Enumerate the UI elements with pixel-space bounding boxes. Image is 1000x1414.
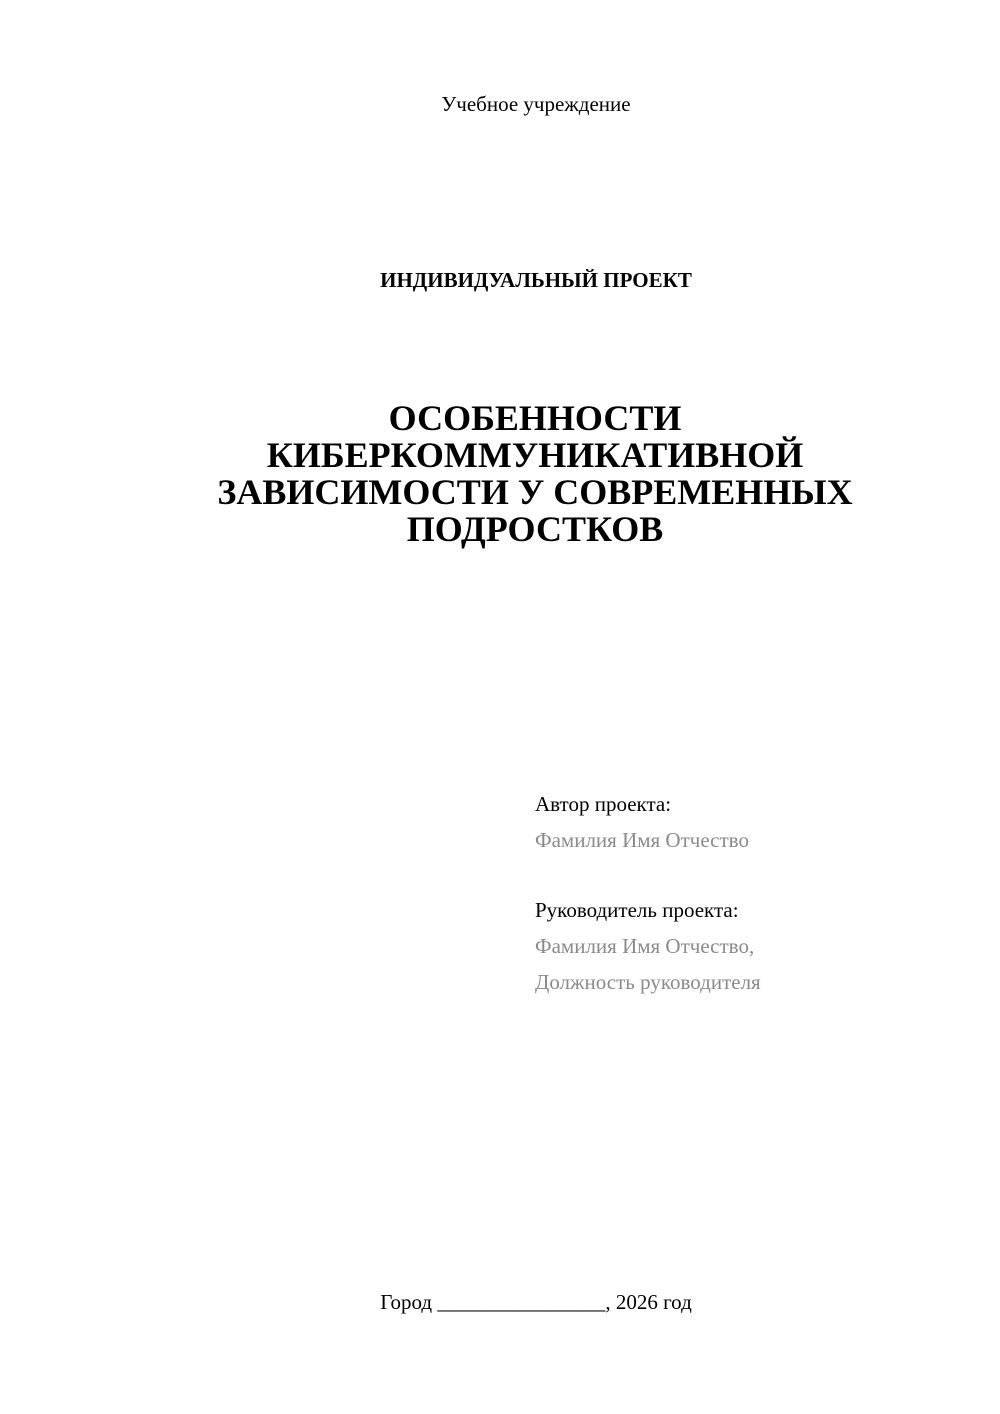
supervisor-position: Должность руководителя: [535, 970, 761, 994]
project-title-line: ОСОБЕННОСТИ: [388, 398, 682, 438]
project-title-line: ЗАВИСИМОСТИ У СОВРЕМЕННЫХ: [217, 472, 853, 512]
author-label: Автор проекта:: [535, 792, 672, 816]
institution-name: Учебное учреждение: [441, 92, 631, 116]
supervisor-block: [535, 892, 761, 1000]
project-title-line: ПОДРОСТКОВ: [406, 509, 664, 549]
author-name: Фамилия Имя Отчество: [535, 828, 749, 852]
supervisor-name: Фамилия Имя Отчество,: [535, 934, 755, 958]
city-year-line: Город ________________, 2026 год: [380, 1290, 692, 1314]
project-title: [150, 400, 920, 548]
project-title-line: КИБЕРКОММУНИКАТИВНОЙ: [266, 435, 804, 475]
supervisor-label: Руководитель проекта:: [535, 898, 739, 922]
project-type-heading: ИНДИВИДУАЛЬНЫЙ ПРОЕКТ: [380, 268, 692, 292]
author-block: [535, 786, 749, 858]
